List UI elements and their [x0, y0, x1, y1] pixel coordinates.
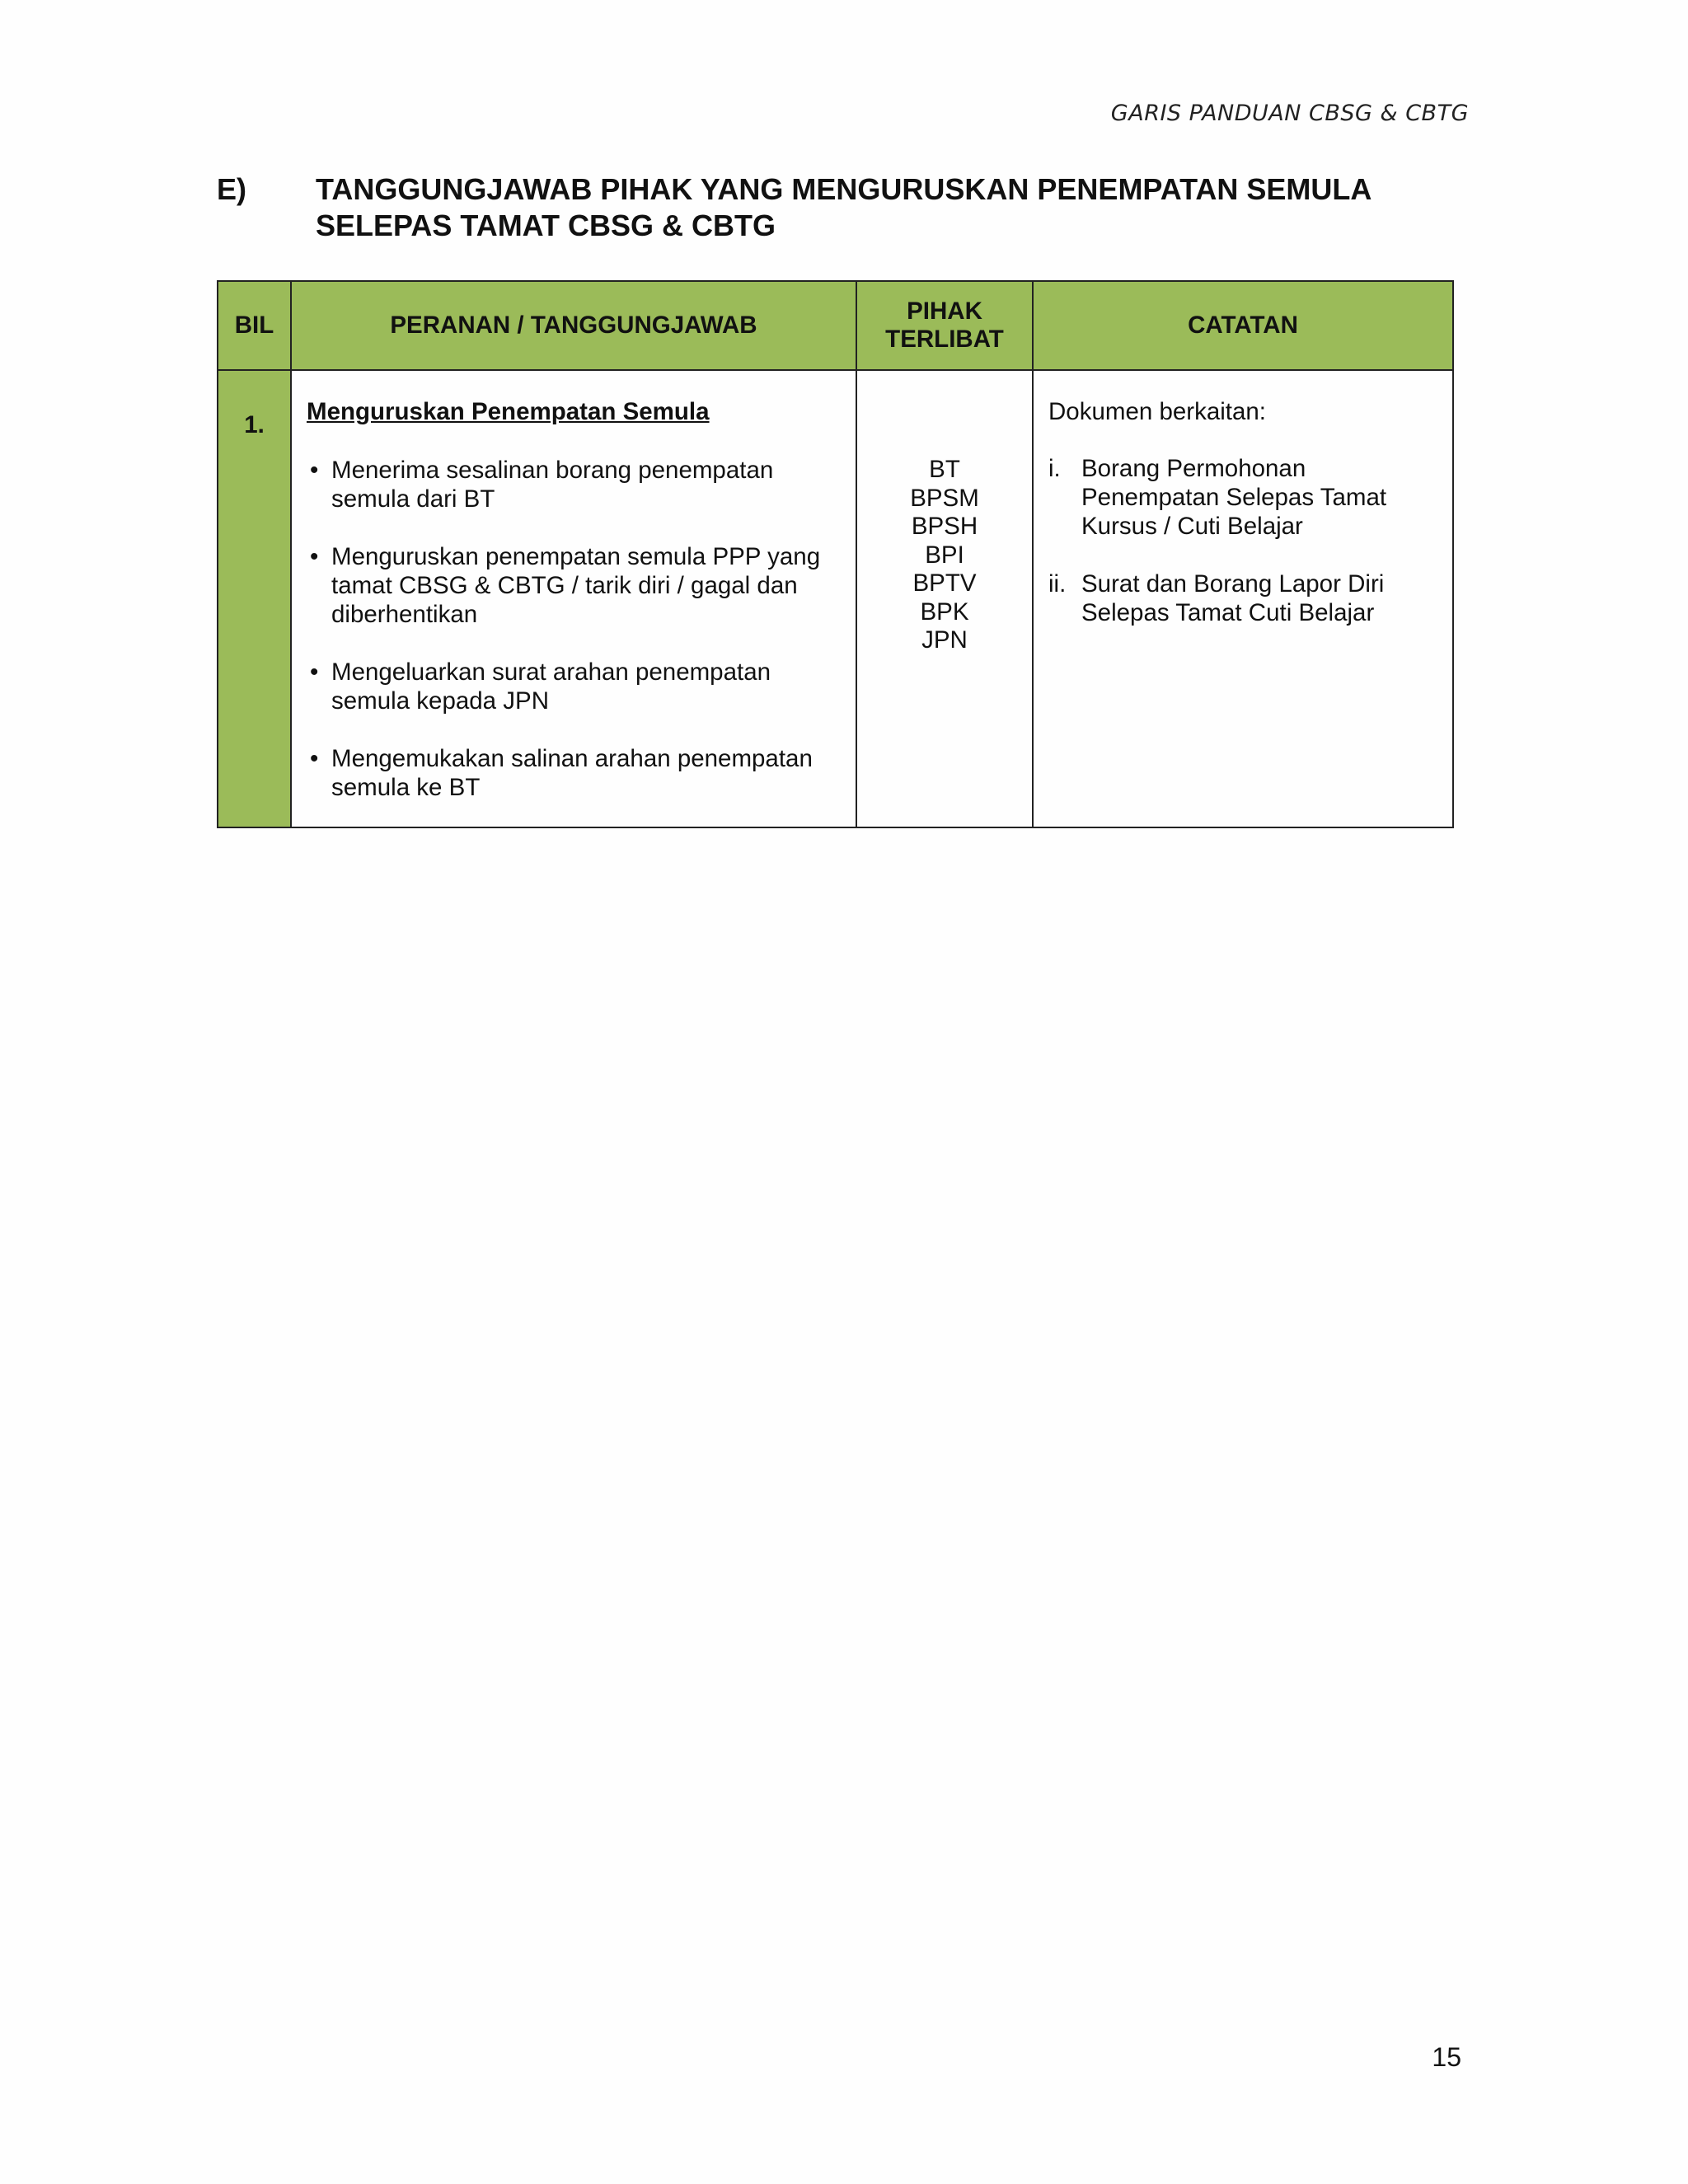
bullet-icon: • [310, 658, 319, 686]
header-party-line2: TERLIBAT [885, 326, 1004, 353]
party-item: BPK [920, 598, 969, 626]
table-row [218, 370, 1453, 827]
list-item [307, 744, 837, 802]
section-letter: E) [217, 172, 246, 206]
bullet-icon: • [310, 745, 319, 772]
bil-cell: 1. [218, 370, 291, 827]
running-header: GARIS PANDUAN CBSG & CBTG [1110, 101, 1469, 126]
table-header-row [218, 281, 1453, 370]
section-title: TANGGUNGJAWAB PIHAK YANG MENGURUSKAN PENEMPATAN SEMULA SELEPAS TAMAT CBSG & CBTG [316, 172, 1372, 242]
party-item: BPTV [912, 569, 977, 597]
note-cell [1033, 370, 1453, 827]
party-item: BT [929, 456, 960, 483]
role-item-text: Menerima sesalinan borang penempatan semula dari BT [331, 457, 774, 513]
list-item [307, 456, 837, 513]
note-item-text: Borang Permohonan Penempatan Selepas Tamat Kursus / Cuti Belajar [1081, 455, 1387, 540]
header-role: PERANAN / TANGGUNGJAWAB [291, 281, 856, 370]
header-bil: BIL [218, 281, 291, 370]
party-item: JPN [921, 626, 968, 654]
list-item [307, 658, 837, 715]
responsibility-table [217, 280, 1454, 828]
header-party [856, 281, 1033, 370]
page-number: 15 [1432, 2042, 1461, 2072]
note-list [1048, 454, 1439, 627]
note-intro: Dokumen berkaitan: [1048, 398, 1267, 425]
note-number: ii. [1048, 570, 1067, 598]
party-cell [856, 370, 1033, 827]
note-item-text: Surat dan Borang Lapor Diri Selepas Tamat Cuti Belajar [1081, 570, 1385, 626]
role-item-text: Mengeluarkan surat arahan penempatan semula kepada JPN [331, 658, 771, 715]
party-item: BPSH [911, 513, 978, 540]
role-title: Menguruskan Penempatan Semula [307, 398, 710, 425]
role-cell [291, 370, 856, 827]
header-note: CATATAN [1033, 281, 1453, 370]
list-item [1048, 454, 1439, 541]
party-item: BPI [925, 541, 964, 569]
header-party-line1: PIHAK [907, 298, 982, 325]
role-item-text: Mengemukakan salinan arahan penempatan semula ke BT [331, 745, 813, 801]
party-item: BPSM [910, 484, 979, 512]
list-item [1048, 569, 1439, 627]
bullet-icon: • [310, 457, 319, 484]
note-number: i. [1048, 455, 1061, 482]
role-item-text: Menguruskan penempatan semula PPP yang tamat CBSG & CBTG / tarik diri / gagal dan diberhentikan [331, 543, 821, 628]
bullet-icon: • [310, 543, 319, 570]
list-item [307, 542, 837, 629]
role-list [307, 456, 837, 802]
